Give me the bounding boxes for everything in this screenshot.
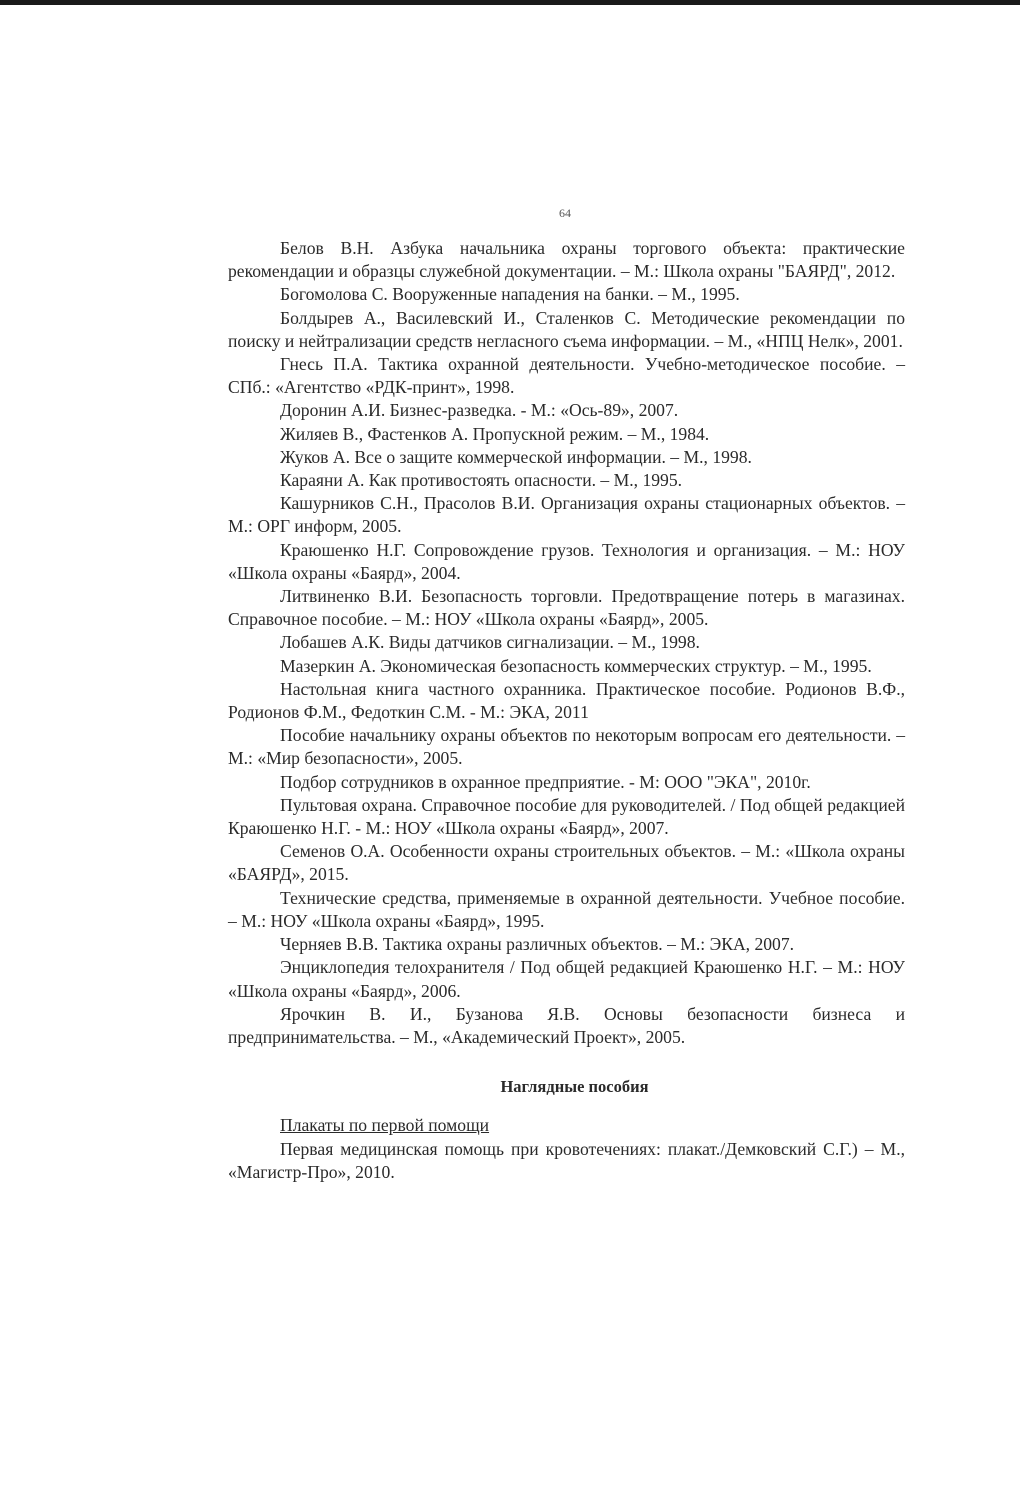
page-content bbox=[228, 237, 905, 1184]
section-heading: Наглядные пособия bbox=[500, 1077, 649, 1097]
subsection-heading: Плакаты по первой помощи bbox=[280, 1115, 490, 1136]
bibliography-entry: Белов В.Н. Азбука начальника охраны торгового объекта: практические рекомендации и образцы служебной документации. – М.: Школа охраны "БАЯРД", 2012. bbox=[228, 238, 905, 282]
bibliography-entry: Литвиненко В.И. Безопасность торговли. Предотвращение потерь в магазинах. Справочное пособие. – М.: НОУ «Школа охраны «Баярд», 2005. bbox=[228, 586, 905, 630]
bibliography-entry: Гнесь П.А. Тактика охранной деятельности. Учебно-методическое пособие. – СПб.: «Агентство «РДК-принт», 1998. bbox=[228, 354, 905, 398]
bibliography-entry: Энциклопедия телохранителя / Под общей редакцией Краюшенко Н.Г. – М.: НОУ «Школа охраны «Баярд», 2006. bbox=[228, 957, 905, 1001]
bibliography-entry: Настольная книга частного охранника. Практическое пособие. Родионов В.Ф., Родионов Ф.М., Федоткин С.М. - М.: ЭКА, 2011 bbox=[228, 678, 905, 723]
bibliography-entry: Пособие начальнику охраны объектов по некоторым вопросам его деятельности. – М.: «Мир безопасности», 2005. bbox=[228, 725, 905, 769]
bibliography-entry: Жиляев В., Фастенков А. Пропускной режим. – М., 1984. bbox=[280, 423, 710, 444]
bibliography-entry: Мазеркин А. Экономическая безопасность коммерческих структур. – М., 1995. bbox=[280, 655, 872, 676]
bibliography-entry: Технические средства, применяемые в охранной деятельности. Учебное пособие. – М.: НОУ «Школа охраны «Баярд», 1995. bbox=[228, 887, 905, 931]
bibliography-entry: Ярочкин В. И., Бузанова Я.В. Основы безопасности бизнеса и предпринимательства. – М., «Академический Проект», 2005. bbox=[228, 1003, 905, 1047]
bibliography-entry: Пультовая охрана. Справочное пособие для руководителей. / Под общей редакцией Краюшенко Н.Г. - М.: НОУ «Школа охраны «Баярд», 2007. bbox=[228, 794, 905, 839]
bibliography-list bbox=[228, 237, 905, 1049]
bibliography-entry: Краюшенко Н.Г. Сопровождение грузов. Технология и организация. – М.: НОУ «Школа охраны «Баярд», 2004. bbox=[228, 539, 905, 583]
bibliography-entry: Богомолова С. Вооруженные нападения на банки. – М., 1995. bbox=[280, 284, 740, 305]
page-number: 64 bbox=[559, 206, 571, 220]
bibliography-entry: Подбор сотрудников в охранное предприятие. - М: ООО "ЭКА", 2010г. bbox=[280, 771, 811, 792]
bibliography-entry: Черняев В.В. Тактика охраны различных объектов. – М.: ЭКА, 2007. bbox=[280, 934, 795, 955]
bibliography-entry: Караяни А. Как противостоять опасности. – М., 1995. bbox=[280, 470, 683, 491]
bibliography-entry: Жуков А. Все о защите коммерческой информации. – М., 1998. bbox=[280, 446, 752, 467]
visual-aid-entry: Первая медицинская помощь при кровотечениях: плакат./Демковский С.Г.) – М., «Магистр-Про», 2010. bbox=[228, 1138, 905, 1182]
bibliography-entry: Кашурников С.Н., Прасолов В.И. Организация охраны стационарных объектов. – М.: ОРГ информ, 2005. bbox=[228, 493, 905, 537]
bibliography-entry: Болдырев А., Василевский И., Сталенков С. Методические рекомендации по поиску и нейтрализации средств негласного съема информации. – М., «НПЦ Нелк», 2001. bbox=[228, 307, 905, 351]
bibliography-entry: Доронин А.И. Бизнес-разведка. - М.: «Ось-89», 2007. bbox=[280, 400, 679, 421]
visual-aids-list bbox=[228, 1138, 905, 1184]
bibliography-entry: Семенов О.А. Особенности охраны строительных объектов. – М.: «Школа охраны «БАЯРД», 2015. bbox=[228, 841, 905, 885]
scan-top-edge bbox=[0, 0, 1020, 5]
bibliography-entry: Лобашев А.К. Виды датчиков сигнализации. – М., 1998. bbox=[280, 632, 700, 653]
